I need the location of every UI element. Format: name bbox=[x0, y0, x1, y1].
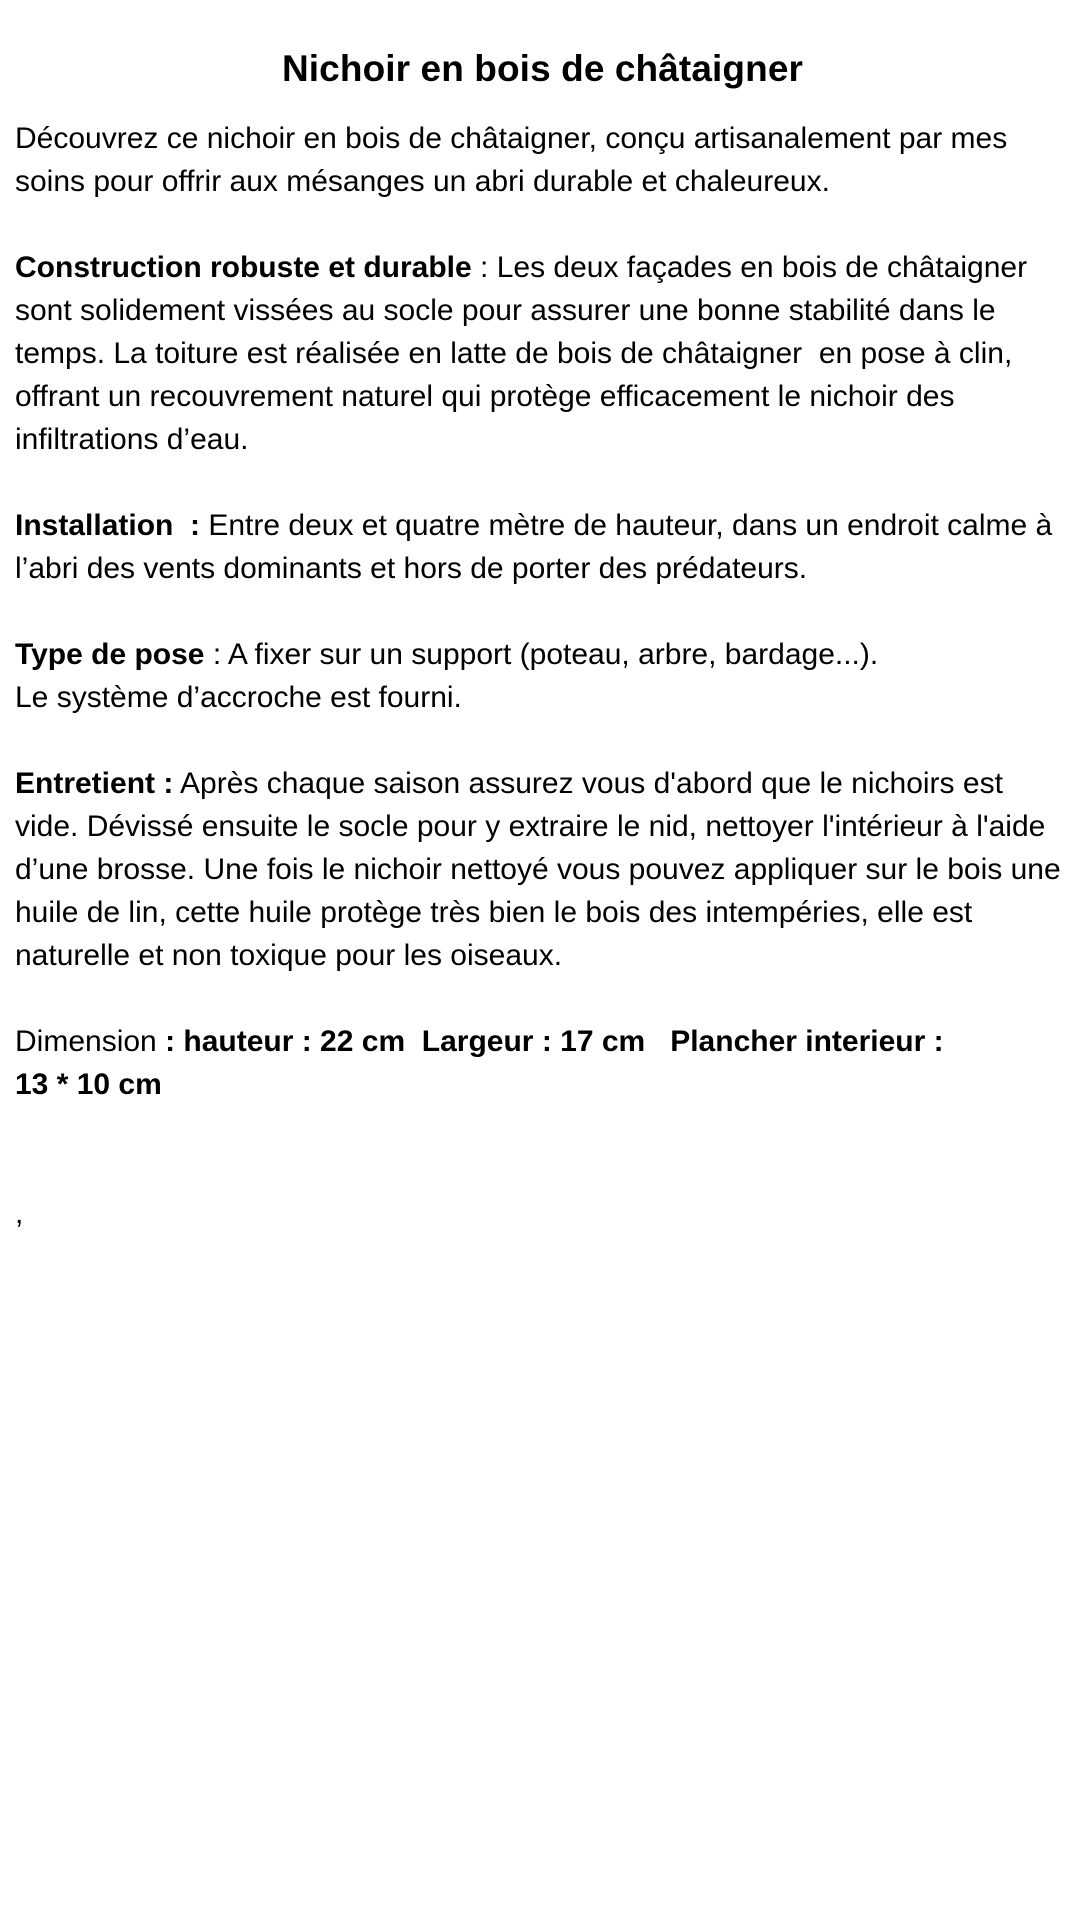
dimensions-values: : hauteur : 22 cm Largeur : 17 cm Plancher interieur : bbox=[165, 1024, 944, 1058]
section-installation bbox=[15, 504, 1070, 590]
dimensions-prefix: Dimension bbox=[15, 1024, 166, 1058]
section-type-de-pose-label: Type de pose bbox=[15, 637, 205, 671]
section-entretient-body: Après chaque saison assurez vous d'abord que le nichoirs est vide. Dévissé ensuite le socle pour y extraire le nid, nettoyer l'intérieur à l'aide d’une brosse. Une fois le nichoir nettoyé vous pouvez appliquer sur le bois une huile de lin, cette huile protège très bien le bois des intempéries, elle est naturelle et non toxique pour les oiseaux. bbox=[15, 766, 1069, 972]
page-title: Nichoir en bois de châtaigner bbox=[281, 48, 803, 89]
intro-text: Découvrez ce nichoir en bois de châtaigner, conçu artisanalement par mes soins pour offrir aux mésanges un abri durable et chaleureux. bbox=[15, 121, 1016, 198]
paragraph-spacer bbox=[15, 461, 1070, 504]
paragraph-spacer bbox=[15, 203, 1070, 246]
section-installation-body: Entre deux et quatre mètre de hauteur, dans un endroit calme à l’abri des vents dominants et hors de porter des prédateurs. bbox=[15, 508, 1061, 585]
trailing-mark: , bbox=[15, 1196, 24, 1230]
intro-paragraph bbox=[15, 117, 1070, 203]
section-construction-body: : Les deux façades en bois de châtaigner sont solidement vissées au socle pour assurer une bonne stabilité dans le temps. La toiture est réalisée en latte de bois de châtaigner en pose à clin, offrant un recouvrement naturel qui protège efficacement le nichoir des infiltrations d’eau. bbox=[15, 250, 1036, 456]
document-body bbox=[15, 117, 1070, 1235]
paragraph-spacer bbox=[15, 719, 1070, 762]
section-type-de-pose-body: : A fixer sur un support (poteau, arbre, bardage...). bbox=[204, 637, 879, 671]
dimensions-floor-size bbox=[15, 1063, 1070, 1106]
dimensions-floor-size-value: 13 * 10 cm bbox=[15, 1067, 162, 1101]
section-type-de-pose-extra: Le système d’accroche est fourni. bbox=[15, 680, 462, 714]
section-construction-label: Construction robuste et durable bbox=[15, 250, 472, 284]
paragraph-spacer bbox=[15, 590, 1070, 633]
section-entretient bbox=[15, 762, 1070, 977]
section-entretient-label: Entretient : bbox=[15, 766, 174, 800]
section-installation-label: Installation : bbox=[15, 508, 201, 542]
section-construction bbox=[15, 246, 1070, 461]
section-type-de-pose bbox=[15, 633, 1070, 676]
paragraph-spacer bbox=[15, 977, 1070, 1020]
dimensions-line bbox=[15, 1020, 1070, 1063]
